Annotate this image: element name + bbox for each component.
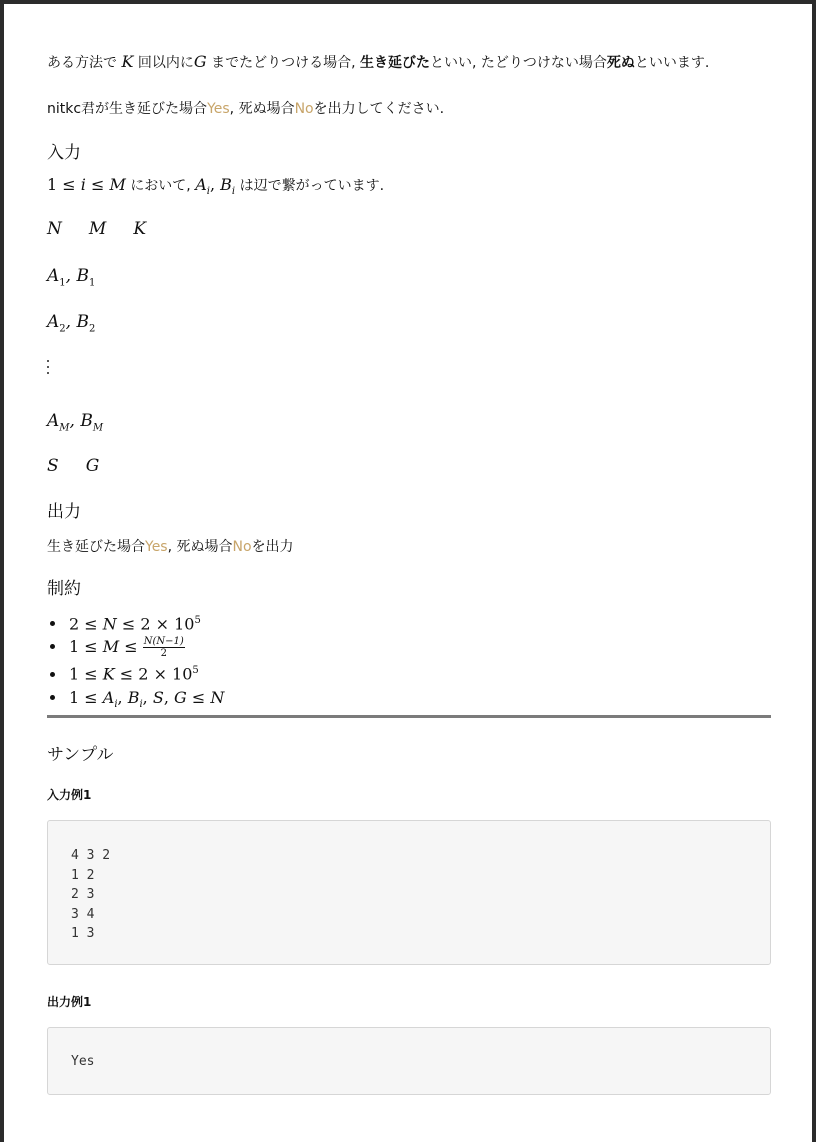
input-desc-text: は辺で繋がっています. [239,178,385,194]
sample-output-label: 出力例1 [47,995,92,1009]
format-line-nmk: N M K [47,219,147,239]
output-text: , 死ぬ場合 [167,539,233,555]
format-line-sg: S G [47,456,100,476]
statement-text: といいます. [634,55,710,71]
sample-input-text: 4 3 2 1 2 2 3 3 4 1 3 [71,848,111,941]
sample-heading: サンプル [47,745,114,765]
statement-text: を出力してください. [313,101,445,117]
sample-input-box[interactable] [47,820,771,965]
constraint-k: • $1 \le K \le 2 \times 10^5$ [67,659,224,685]
output-text: 生き延びた場合 [47,539,145,555]
statement-line-1 [47,52,709,72]
section-divider [47,715,771,718]
output-text: を出力 [251,539,294,555]
output-heading: 出力 [47,502,81,522]
document-page [4,4,812,1142]
format-line-a1b1: $A_1$, $B_1$ [47,266,96,289]
sample-output-box[interactable] [47,1027,771,1095]
format-line-ambm: $A_M$, $B_M$ [47,411,104,434]
no-highlight: No [232,539,252,555]
input-desc-text: において, [130,178,191,194]
constraint-m: • 1 ≤ M ≤ $\frac{N(N-1)}{2}$ [67,635,224,659]
statement-text: といい, たどりつけない場合 [430,55,607,71]
output-description [47,536,294,556]
math-g: G [193,52,207,71]
bold-survive: 生き延びた [360,55,430,71]
yes-highlight: Yes [145,539,168,555]
statement-text: 回以内に [137,55,194,71]
bold-die: 死ぬ [606,55,635,71]
constraints-heading: 制約 [47,579,81,599]
sample-input-label: 入力例1 [47,788,92,802]
statement-text: , 死ぬ場合 [229,101,295,117]
input-heading: 入力 [47,143,81,163]
math-k: K [121,52,134,71]
constraint-nodes: • $1 \le A_i$, $B_i$, S, G ≤ N [67,686,224,716]
statement-line-2 [47,98,444,118]
input-description: 1 ≤ i ≤ M において, $A_i$, $B_i$ は辺で繋がっています. [47,175,385,198]
constraint-n: • $2 \le N \le 2 \times 10^5$ [67,609,224,635]
statement-text: までたどりつける場合, [211,55,356,71]
statement-text: ある方法で [47,55,117,71]
vdots [47,360,51,378]
no-highlight: No [294,101,314,117]
format-line-a2b2: $A_2$, $B_2$ [47,312,96,335]
statement-text: nitkc君が生き延びた場合 [47,101,208,117]
constraints-list [47,609,224,716]
yes-highlight: Yes [207,101,230,117]
sample-output-text: Yes [71,1054,95,1069]
